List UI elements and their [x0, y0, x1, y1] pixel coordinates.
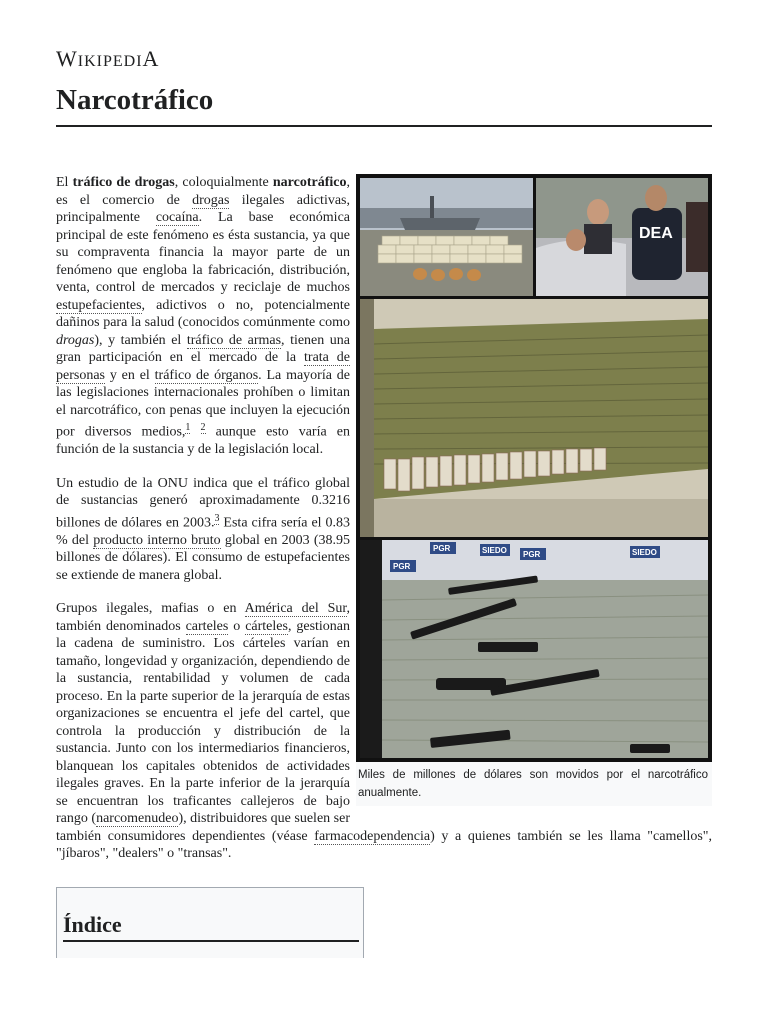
photo-seized-packages-ship: [360, 178, 533, 296]
text: y en el: [105, 367, 155, 383]
wikipedia-logo[interactable]: [56, 46, 159, 72]
dea-badge-text: DEA: [639, 225, 673, 242]
bold-term-narcotrafico: narcotráfico: [272, 175, 347, 190]
text: , es el comercio de: [56, 175, 350, 208]
text: Esta cifra sería el 0.83 % del: [56, 515, 351, 548]
text: ), distribuidores que suelen ser también consumidores dependientes (véase: [56, 811, 350, 844]
text: global en 2003 (38.95 billones de dólares). El consumo de estupefacientes se extiende de manera global.: [56, 532, 350, 583]
text: ), y también el: [94, 332, 187, 348]
link-producto-interno-bruto[interactable]: producto interno bruto: [93, 532, 221, 548]
logo-letter-first: W: [56, 46, 78, 71]
photo-money-weapons: [360, 540, 708, 758]
photo-dea-arrest: [536, 178, 708, 296]
text: aunque esto varía en función de la sustancia y de la legislación local.: [56, 424, 350, 458]
flag-label-1: PGR: [433, 544, 451, 553]
reference-link-3[interactable]: 3: [214, 512, 220, 524]
link-trafico-de-armas[interactable]: tráfico de armas: [186, 332, 282, 348]
flag-label-4: PGR: [393, 562, 411, 571]
link-trata-de-personas[interactable]: trata de personas: [56, 350, 350, 383]
text: . La base económica principal de este fenómeno es ésta sustancia, ya que su compraventa financia la mayor parte de un fenómeno que engloba la fabricación, distribución, venta, control de mercados y reciclaje de muchos: [56, 210, 350, 295]
link-america-del-sur[interactable]: América del Sur: [244, 601, 347, 617]
text: o: [228, 618, 246, 634]
text: Un estudio de la ONU indica que el tráfico global de sustancias generó aproximadamente 0.3216 billones de dólares en 2003.: [56, 475, 350, 531]
toc-title: Índice: [63, 912, 122, 937]
text: , coloquialmente: [174, 175, 273, 190]
page-bottom-margin: [0, 958, 768, 1024]
text: ) y a quienes también se les llama "camellos", "jíbaros", "dealers" o "transas".: [56, 828, 712, 862]
text: El: [56, 175, 73, 190]
text: Grupos ilegales, mafias o en: [56, 601, 245, 617]
link-estupefacientes[interactable]: estupefacientes: [56, 297, 142, 313]
reference-link-2[interactable]: 2: [200, 422, 206, 433]
link-carteles-accent[interactable]: cárteles: [245, 618, 288, 634]
figure-photo-collage: [356, 174, 712, 762]
figure-caption: Miles de millones de dólares son movidos por el narcotráfico anualmente.: [356, 762, 712, 806]
table-of-contents: [56, 887, 364, 969]
logo-letters-middle: IKIPEDI: [77, 53, 143, 70]
flag-label-2: SIEDO: [482, 546, 507, 555]
italic-drogas: drogas: [56, 332, 95, 348]
logo-letter-last: A: [142, 46, 160, 71]
text: , adictivos o no, potencialmente dañinos para la salud (conocidos comúnmente como: [56, 297, 350, 330]
text: ilegales adictivas, principalmente: [56, 192, 350, 225]
flag-label-5: SIEDO: [632, 548, 657, 557]
link-carteles[interactable]: carteles: [185, 618, 229, 634]
link-drogas[interactable]: drogas: [192, 192, 230, 208]
toc-divider: [63, 940, 359, 942]
link-farmacodependencia[interactable]: farmacodependencia: [314, 828, 431, 844]
page-title: Narcotráfico: [56, 84, 214, 116]
photo-money-piles: [360, 299, 708, 537]
flag-label-3: PGR: [523, 550, 541, 559]
link-trafico-de-organos[interactable]: tráfico de órganos: [154, 367, 259, 383]
link-narcomenudeo[interactable]: narcomenudeo: [96, 811, 179, 827]
link-cocaina[interactable]: cocaína: [155, 210, 199, 225]
reference-link-1[interactable]: 1: [185, 422, 191, 433]
article-figure: [356, 174, 712, 806]
text: , tienen una gran participación en el mercado de la: [56, 332, 350, 365]
text: . La mayoría de las legislaciones internacionales prohíben o limitan el narcotráfico, con penas que incluyen la ejecución por diversos medios,: [56, 367, 350, 440]
text: , gestionan la cadena de suministro. Los cárteles varían en tamaño, longevidad y organización, dependiendo de la sustancia, rentabilidad y volumen de cada proceso. En la parte superior de la jerarquía de estas organizaciones se encuentra el jefe del cartel, que controla la producción y distribución de la sustancia. Junto con los intermediarios financieros, blanquean los capitales obtenidos de actividades ilegales graves. En la parte inferior de la jerarquía se encuentran los traficantes callejeros de bajo rango (: [56, 618, 351, 827]
title-divider: [56, 125, 712, 127]
text: , también denominados: [56, 601, 350, 634]
bold-term-trafico-de-drogas: tráfico de drogas: [72, 175, 175, 190]
article-body: [56, 174, 712, 879]
